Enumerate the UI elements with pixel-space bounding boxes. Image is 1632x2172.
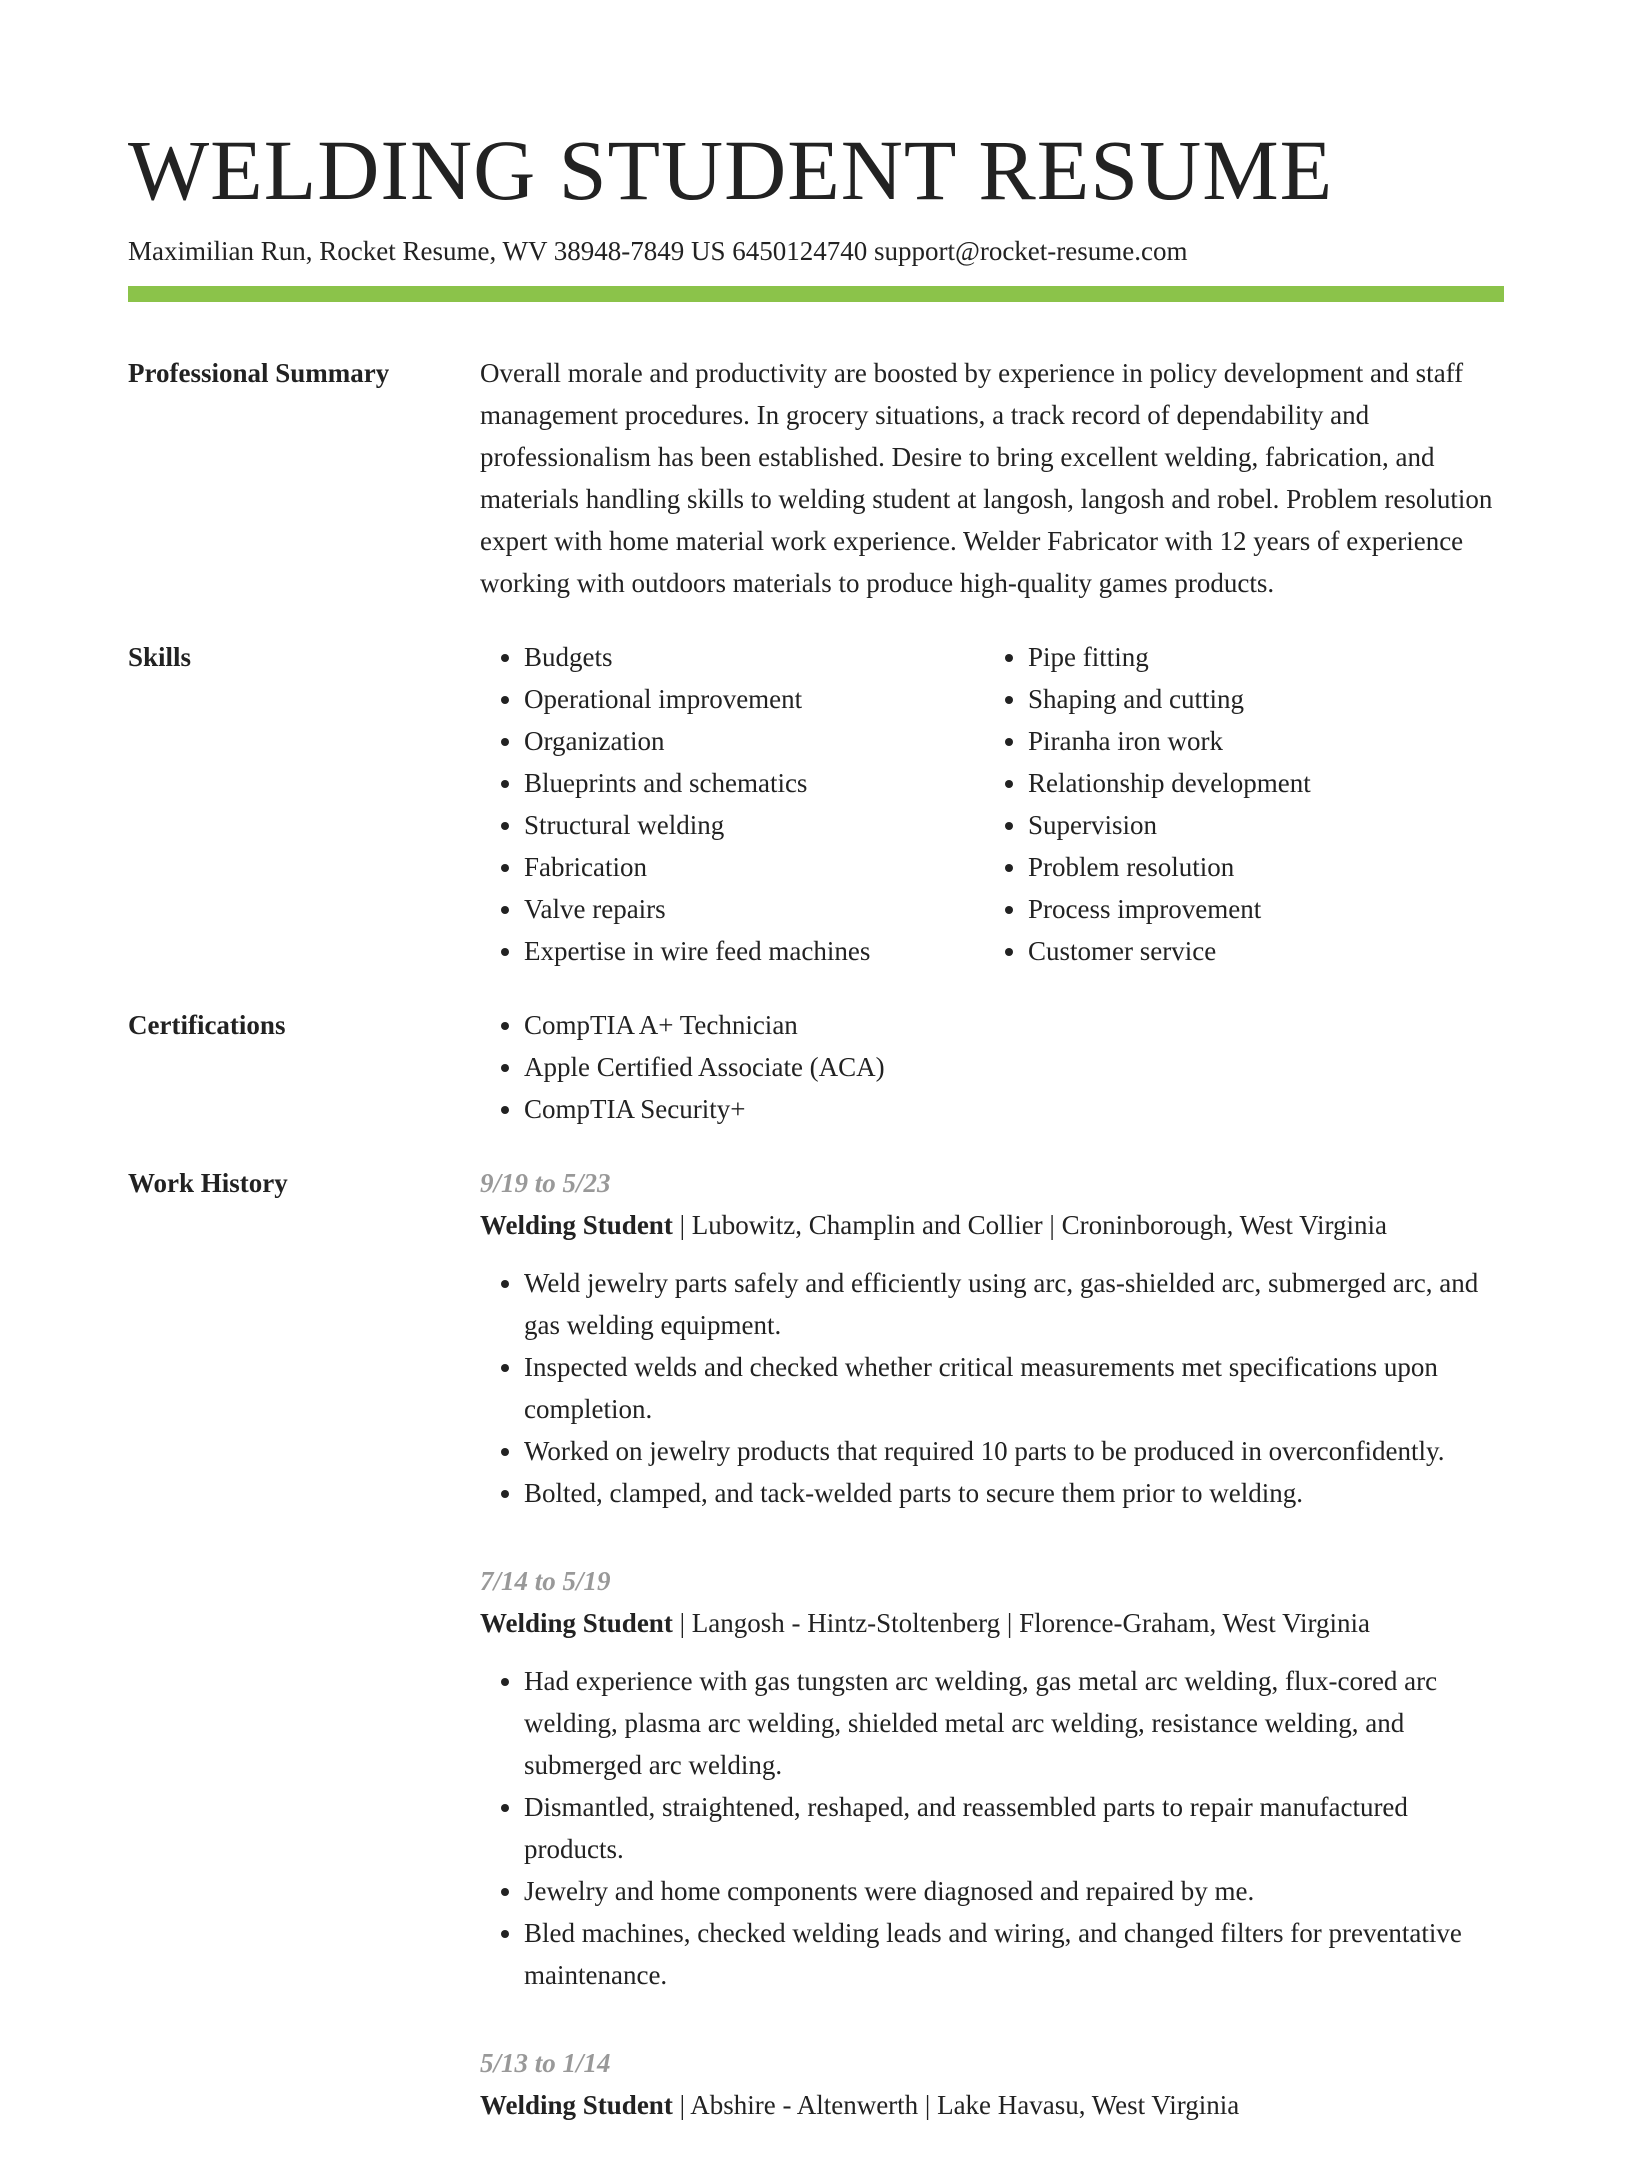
job-title: Welding Student	[480, 1608, 673, 1638]
skills-list-left	[480, 636, 984, 972]
resume-title: WELDING STUDENT RESUME	[128, 122, 1334, 218]
skill-item: • Valve repairs	[524, 888, 984, 930]
skill-item: • Supervision	[1028, 804, 1488, 846]
certification-item: • CompTIA Security+	[524, 1088, 1504, 1130]
skills-column-left	[480, 636, 984, 972]
job-duties-list	[480, 1262, 1504, 1514]
skill-item: • Operational improvement	[524, 678, 984, 720]
skill-item: • Fabrication	[524, 846, 984, 888]
job-duties-list	[480, 1660, 1504, 1996]
job-duty: • Had experience with gas tungsten arc welding, gas metal arc welding, flux-cored arc welding, plasma arc welding, shielded metal arc welding, resistance welding, and submerged arc welding.	[524, 1660, 1504, 1786]
summary-heading: Professional Summary	[128, 358, 390, 388]
skills-body	[480, 636, 1504, 972]
job-heading	[480, 1602, 1504, 1644]
skills-heading: Skills	[128, 642, 192, 672]
resume-page	[128, 0, 1504, 2172]
certification-item: • CompTIA A+ Technician	[524, 1004, 1504, 1046]
job-entry	[480, 2042, 1504, 2126]
job-title: Welding Student	[480, 2090, 673, 2120]
skill-item: • Structural welding	[524, 804, 984, 846]
job-dates: 9/19 to 5/23	[480, 1168, 611, 1198]
skill-item: • Blueprints and schematics	[524, 762, 984, 804]
summary-section	[128, 352, 1504, 604]
skills-columns	[480, 636, 1504, 972]
skill-item: • Problem resolution	[1028, 846, 1488, 888]
skill-item: • Expertise in wire feed machines	[524, 930, 984, 972]
work-history-heading: Work History	[128, 1168, 288, 1198]
contact-line: Maximilian Run, Rocket Resume, WV 38948-7849 US 6450124740 support@rocket-resume.com	[128, 236, 1188, 266]
job-entry	[480, 1162, 1504, 1514]
job-title: Welding Student	[480, 1210, 673, 1240]
skill-item: • Piranha iron work	[1028, 720, 1488, 762]
skill-item: • Pipe fitting	[1028, 636, 1488, 678]
skills-section	[128, 636, 1504, 972]
job-heading	[480, 2084, 1504, 2126]
summary-text: Overall morale and productivity are boosted by experience in policy development and staff management procedures. In grocery situations, a track record of dependability and professionalism has been established. Desire to bring excellent welding, fabrication, and materials handling skills to welding student at langosh, langosh and robel. Problem resolution expert with home material work experience. Welder Fabricator with 12 years of experience working with outdoors materials to produce high-quality games products.	[480, 358, 1493, 598]
job-duty: • Jewelry and home components were diagnosed and repaired by me.	[524, 1870, 1504, 1912]
job-employer-location: | Langosh - Hintz-Stoltenberg | Florence-Graham, West Virginia	[672, 1608, 1370, 1638]
skills-list-right	[984, 636, 1488, 972]
job-duty: • Dismantled, straightened, reshaped, and reassembled parts to repair manufactured products.	[524, 1786, 1504, 1870]
skill-item: • Relationship development	[1028, 762, 1488, 804]
job-duty: • Bolted, clamped, and tack-welded parts to secure them prior to welding.	[524, 1472, 1504, 1514]
skill-item: • Customer service	[1028, 930, 1488, 972]
job-heading	[480, 1204, 1504, 1246]
skill-item: • Shaping and cutting	[1028, 678, 1488, 720]
work-history-section	[128, 1162, 1504, 2172]
job-employer-location: | Abshire - Altenwerth | Lake Havasu, West Virginia	[672, 2090, 1240, 2120]
skill-item: • Process improvement	[1028, 888, 1488, 930]
job-entry	[480, 1560, 1504, 1996]
skill-item: • Budgets	[524, 636, 984, 678]
skill-item: • Organization	[524, 720, 984, 762]
job-duty: • Worked on jewelry products that required 10 parts to be produced in overconfidently.	[524, 1430, 1504, 1472]
certifications-list	[480, 1004, 1504, 1130]
job-duty: • Bled machines, checked welding leads and wiring, and changed filters for preventative maintenance.	[524, 1912, 1504, 1996]
skills-column-right	[984, 636, 1488, 972]
certifications-heading: Certifications	[128, 1010, 286, 1040]
certifications-body	[480, 1004, 1504, 1130]
job-duty: • Inspected welds and checked whether critical measurements met specifications upon completion.	[524, 1346, 1504, 1430]
job-dates: 5/13 to 1/14	[480, 2048, 611, 2078]
certifications-section	[128, 1004, 1504, 1130]
work-history-body	[480, 1162, 1504, 2172]
accent-divider	[128, 286, 1504, 302]
job-duty: • Weld jewelry parts safely and efficiently using arc, gas-shielded arc, submerged arc, and gas welding equipment.	[524, 1262, 1504, 1346]
job-employer-location: | Lubowitz, Champlin and Collier | Croninborough, West Virginia	[672, 1210, 1388, 1240]
certification-item: • Apple Certified Associate (ACA)	[524, 1046, 1504, 1088]
job-dates: 7/14 to 5/19	[480, 1566, 611, 1596]
